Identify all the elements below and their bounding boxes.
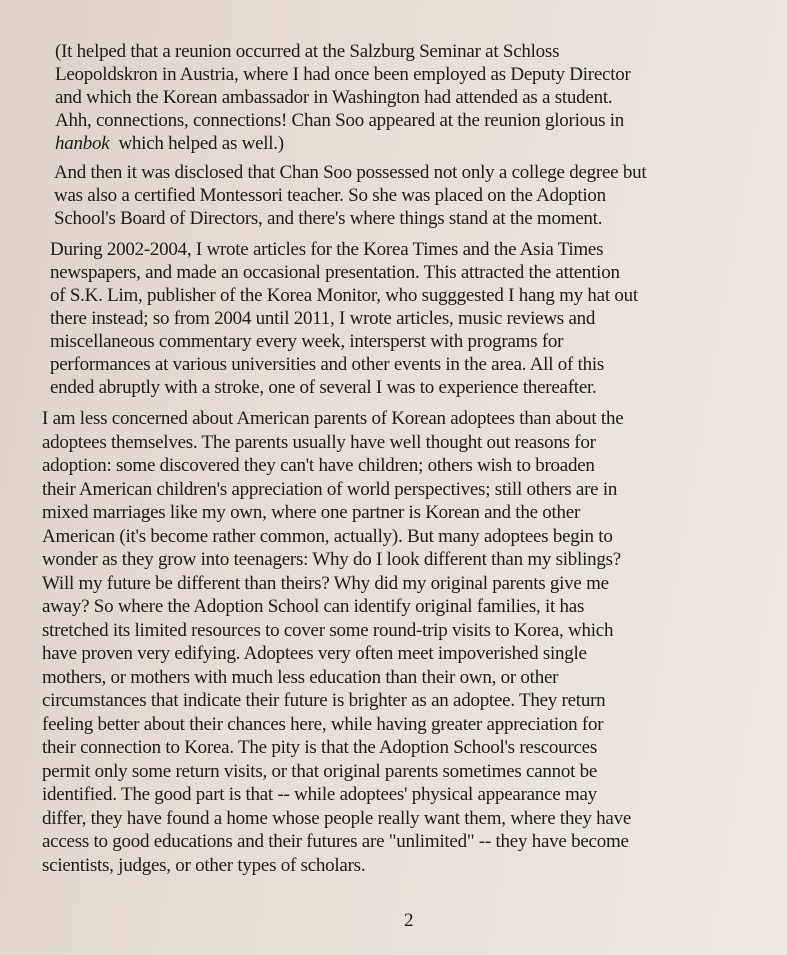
paragraph-articles [50, 238, 638, 399]
text-line: stretched its limited resources to cover some round-trip visits to Korea, which [42, 619, 614, 641]
text-line: adoption: some discovered they can't have children; others wish to broaden [42, 455, 595, 476]
text-line: Leopoldskron in Austria, where I had once been employed as Deputy Director [55, 64, 631, 85]
text-line: (It helped that a reunion occurred at the Salzburg Seminar at Schloss [55, 41, 560, 62]
text-fragment: which helped as well.) [109, 133, 284, 154]
text-line: ended abruptly with a stroke, one of several I was to experience thereafter. [50, 377, 597, 398]
text-line: I am less concerned about American parents of Korean adoptees than about the [42, 408, 624, 429]
text-line: Will my future be different than theirs? Why did my original parents give me [42, 572, 609, 594]
paragraph-reunion [55, 40, 631, 155]
paragraph-montessori [54, 161, 646, 230]
text-line: away? So where the Adoption School can identify original families, it has [42, 596, 585, 617]
text-line: adoptees themselves. The parents usually have well thought out reasons for [42, 431, 596, 453]
text-line: American (it's become rather common, actually). But many adoptees begin to [42, 525, 613, 547]
text-line: differ, they have found a home whose people really want them, where they have [42, 807, 632, 829]
text-line: have proven very edifying. Adoptees very often meet impoverished single [42, 643, 587, 664]
text-line: there instead; so from 2004 until 2011, I wrote articles, music reviews and [50, 308, 596, 329]
text-line [55, 132, 631, 155]
text-line: feeling better about their chances here, while having greater appreciation for [42, 713, 604, 735]
text-line: their connection to Korea. The pity is that the Adoption School's rescources [42, 737, 597, 758]
text-line: wonder as they grow into teenagers: Why do I look different than my siblings? [42, 549, 621, 570]
text-line: circumstances that indicate their future is brighter as an adoptee. They return [42, 690, 606, 711]
text-line: permit only some return visits, or that original parents sometimes cannot be [42, 760, 598, 782]
text-line: their American children's appreciation of world perspectives; still others are in [42, 478, 618, 500]
text-line: access to good educations and their futures are "unlimited" -- they have become [42, 831, 629, 852]
text-line: scientists, judges, or other types of scholars. [42, 854, 366, 876]
text-line: mixed marriages like my own, where one partner is Korean and the other [42, 502, 581, 523]
text-line: School's Board of Directors, and there's where things stand at the moment. [54, 208, 603, 229]
text-line: And then it was disclosed that Chan Soo possessed not only a college degree but [54, 162, 647, 183]
text-line: newspapers, and made an occasional presentation. This attracted the attention [50, 262, 620, 283]
text-line: mothers, or mothers with much less education than their own, or other [42, 666, 559, 688]
text-line: miscellaneous commentary every week, intersperst with programs for [50, 331, 564, 352]
text-line: of S.K. Lim, publisher of the Korea Monitor, who sugggested I hang my hat out [50, 285, 638, 306]
text-line: and which the Korean ambassador in Washington had attended as a student. [55, 87, 613, 108]
page-number: 2 [404, 910, 414, 931]
text-line: During 2002-2004, I wrote articles for the Korea Times and the Asia Times [50, 239, 604, 260]
text-line: performances at various universities and other events in the area. All of this [50, 354, 605, 375]
text-line: identified. The good part is that -- while adoptees' physical appearance may [42, 784, 597, 805]
text-line: Ahh, connections, connections! Chan Soo appeared at the reunion glorious in [55, 110, 625, 131]
italic-word: hanbok [55, 133, 110, 154]
paragraph-adoptees [42, 407, 631, 877]
text-line: was also a certified Montessori teacher. So she was placed on the Adoption [54, 185, 606, 206]
